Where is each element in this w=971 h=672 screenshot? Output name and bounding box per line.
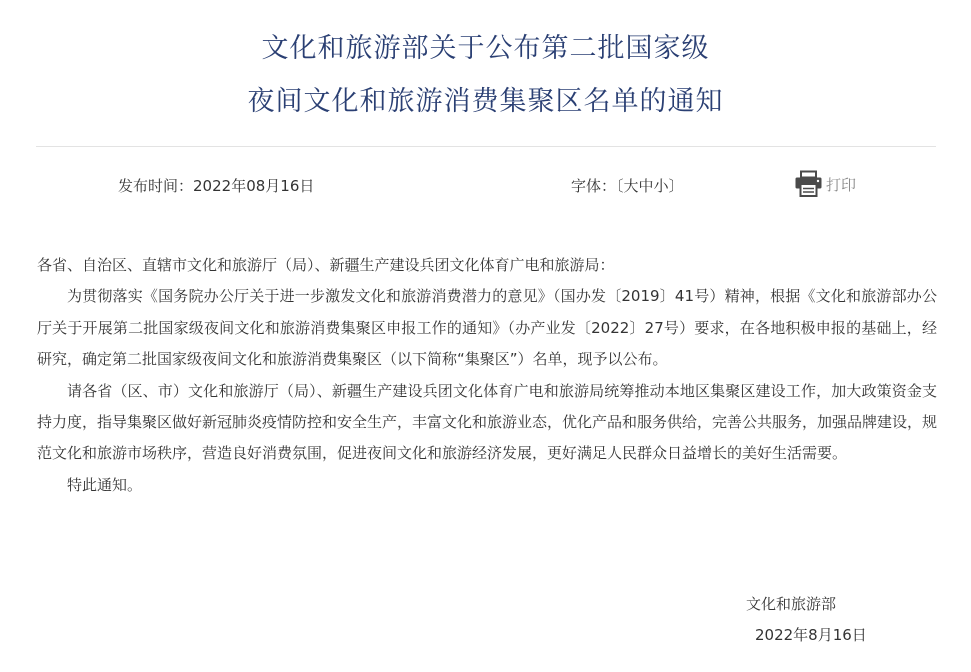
publish-label: 发布时间： [118, 177, 194, 195]
page-title-line-1: 文化和旅游部关于公布第二批国家级 [261, 33, 710, 64]
signature-organization: 文化和旅游部 [746, 595, 837, 613]
paragraph-1: 为贯彻落实《国务院办公厅关于进一步激发文化和旅游消费潜力的意见》（国办发〔2019〕41号）精神，根据《文化和旅游部办公厅关于开展第二批国家级夜间文化和旅游消费集聚区申报工作的通知》（办产业发〔2022〕27号）要求，在各地积极申报的基础上，经研究，确定第二批国家级夜间文化和旅游消费集聚区（以下简称“集聚区”）名单，现予以公布。 [37, 287, 937, 369]
paragraph-2: 请各省（区、市）文化和旅游厅（局）、新疆生产建设兵团文化体育广电和旅游局统筹推动本地区集聚区建设工作，加大政策资金支持力度，指导集聚区做好新冠肺炎疫情防控和安全生产，丰富文化和旅游业态，优化产品和服务供给，完善公共服务，加强品牌建设，规范文化和旅游市场秩序，营造良好消费氛围，促进夜间文化和旅游经济发展，更好满足人民群众日益增长的美好生活需要。 [37, 381, 938, 463]
print-label[interactable]: 打印 [826, 175, 857, 194]
title-divider [36, 146, 936, 147]
notice-body [37, 250, 937, 501]
signature-date: 2022年8月16日 [755, 626, 867, 644]
font-size-medium-link[interactable]: 中 [638, 177, 654, 195]
font-size-label: 字体： [571, 177, 617, 195]
closing-line: 特此通知。 [67, 475, 143, 494]
publish-date: 2022年08月16日 [193, 177, 315, 195]
printer-icon [794, 170, 824, 198]
font-size-open-bracket: 〔 [616, 177, 624, 195]
print-button[interactable] [794, 170, 856, 198]
font-size-close-bracket: 〕 [668, 177, 684, 195]
font-size-control [571, 175, 684, 196]
font-size-small-link[interactable]: 小 [653, 177, 669, 195]
salutation: 各省、自治区、直辖市文化和旅游厅（局）、新疆生产建设兵团文化体育广电和旅游局： [37, 256, 615, 274]
publish-info [118, 175, 314, 196]
font-size-large-link[interactable]: 大 [623, 177, 639, 195]
page-title-line-2: 夜间文化和旅游消费集聚区名单的通知 [247, 86, 724, 117]
